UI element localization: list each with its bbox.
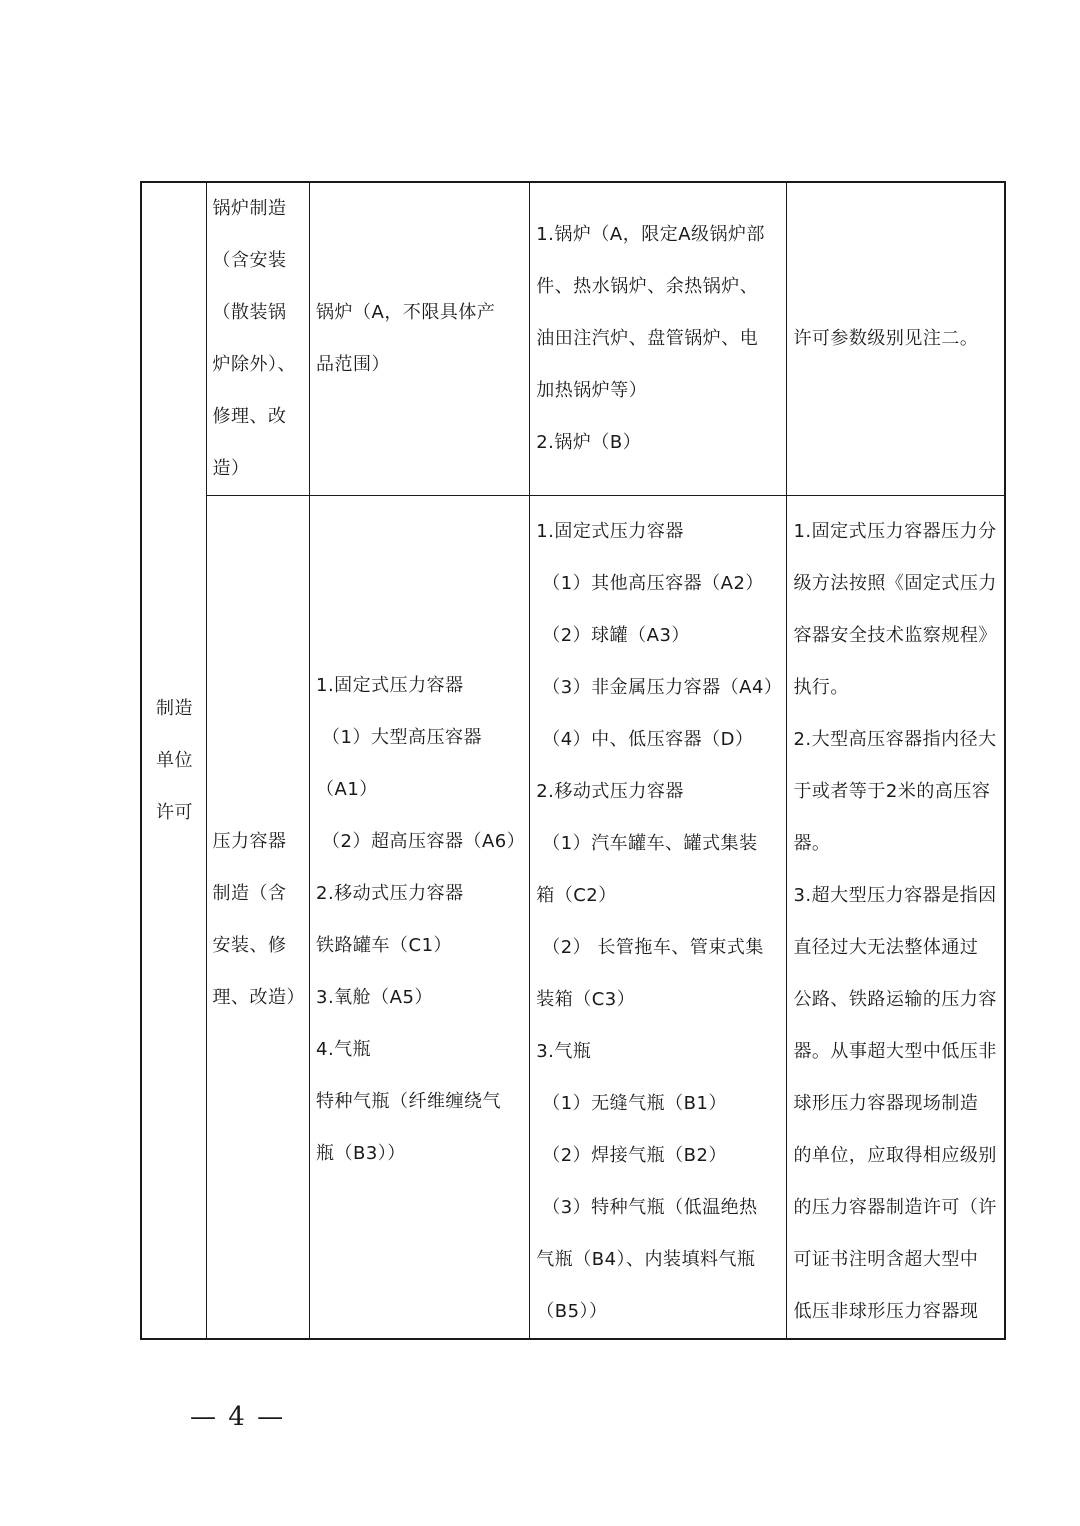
vessel-notes-text bbox=[787, 506, 1004, 1338]
text-line: 1.固定式压力容器 bbox=[536, 521, 684, 542]
text-line: 执行。 bbox=[793, 677, 849, 698]
text-line: 箱（C2） bbox=[536, 885, 617, 906]
text-line: 于或者等于2米的高压容 bbox=[793, 781, 991, 802]
vessel-subitem-cell bbox=[310, 496, 530, 1340]
text-line: （4）中、低压容器（D） bbox=[542, 729, 754, 750]
text-line: 1.固定式压力容器压力分 bbox=[793, 521, 997, 542]
text-line: 3.超大型压力容器是指因 bbox=[793, 885, 997, 906]
text-line: 4.气瓶 bbox=[316, 1039, 372, 1060]
text-line: 3.气瓶 bbox=[536, 1041, 592, 1062]
text-line: 理、改造） bbox=[212, 987, 305, 1008]
text-line: 公路、铁路运输的压力容 bbox=[793, 989, 997, 1010]
text-line: 瓶（B3）） bbox=[316, 1143, 406, 1164]
vessel-subitem-text bbox=[310, 660, 529, 1180]
text-line: 球形压力容器现场制造 bbox=[793, 1093, 979, 1114]
text-line: 3.氧舱（A5） bbox=[316, 987, 433, 1008]
text-line: 制造（含 bbox=[212, 883, 287, 904]
text-line: 许可参数级别见注二。 bbox=[793, 328, 979, 349]
category-text bbox=[142, 683, 206, 839]
text-line: 炉除外）、 bbox=[212, 354, 296, 375]
text-line: （2） 长管拖车、管束式集 bbox=[542, 937, 764, 958]
text-line: 可证书注明含超大型中 bbox=[793, 1249, 979, 1270]
text-line: 特种气瓶（纤维缠绕气 bbox=[316, 1091, 501, 1112]
text-line: （1）大型高压容器 bbox=[322, 727, 482, 748]
text-line: 器。 bbox=[793, 833, 831, 854]
text-line: （2）焊接气瓶（B2） bbox=[542, 1145, 727, 1166]
text-line: 锅炉制造 bbox=[212, 198, 287, 219]
text-line: （1）无缝气瓶（B1） bbox=[542, 1093, 727, 1114]
vessel-notes-cell bbox=[787, 496, 1005, 1340]
text-line: 铁路罐车（C1） bbox=[316, 935, 453, 956]
text-line: 件、热水锅炉、余热锅炉、 bbox=[536, 276, 759, 297]
vessel-subsubitem-text bbox=[530, 506, 786, 1338]
text-line: 的单位，应取得相应级别 bbox=[793, 1145, 997, 1166]
text-line: （2）球罐（A3） bbox=[542, 625, 690, 646]
text-line: 制造 bbox=[156, 697, 193, 719]
text-line: 修理、改 bbox=[212, 406, 287, 427]
boiler-notes-text bbox=[787, 313, 1004, 365]
boiler-project-text bbox=[207, 183, 310, 495]
boiler-project-cell bbox=[206, 182, 310, 496]
text-line: （含安装 bbox=[212, 250, 287, 271]
text-line: （3）特种气瓶（低温绝热 bbox=[542, 1197, 758, 1218]
text-line: 2.锅炉（B） bbox=[536, 432, 642, 453]
text-line: 1.锅炉（A，限定A级锅炉部 bbox=[536, 224, 766, 245]
text-line: （B5）） bbox=[536, 1301, 608, 1322]
boiler-notes-cell bbox=[787, 182, 1005, 496]
vessel-project-cell bbox=[206, 496, 310, 1340]
boiler-subsubitem-cell bbox=[530, 182, 787, 496]
text-line: （A1） bbox=[316, 779, 378, 800]
page-number: — 4 — bbox=[190, 1402, 286, 1432]
text-line: （1）其他高压容器（A2） bbox=[542, 573, 764, 594]
text-line: 2.大型高压容器指内径大 bbox=[793, 729, 997, 750]
text-line: 直径过大无法整体通过 bbox=[793, 937, 979, 958]
text-line: 2.移动式压力容器 bbox=[316, 883, 464, 904]
license-table bbox=[140, 181, 1006, 1340]
text-line: 装箱（C3） bbox=[536, 989, 636, 1010]
boiler-subitem-cell bbox=[310, 182, 530, 496]
text-line: 单位 bbox=[156, 749, 193, 771]
text-line: 压力容器 bbox=[212, 831, 287, 852]
category-cell bbox=[141, 182, 206, 1339]
text-line: 品范围） bbox=[316, 354, 390, 375]
text-line: 油田注汽炉、盘管锅炉、电 bbox=[536, 328, 759, 349]
text-line: 器。从事超大型中低压非 bbox=[793, 1041, 997, 1062]
text-line: 1.固定式压力容器 bbox=[316, 675, 464, 696]
text-line: （3）非金属压力容器（A4） bbox=[542, 677, 783, 698]
text-line: （2）超高压容器（A6） bbox=[322, 831, 526, 852]
text-line: 加热锅炉等） bbox=[536, 380, 648, 401]
vessel-subsubitem-cell bbox=[530, 496, 787, 1340]
text-line: 容器安全技术监察规程》 bbox=[793, 625, 997, 646]
boiler-subsubitem-text bbox=[530, 209, 786, 469]
text-line: 2.移动式压力容器 bbox=[536, 781, 684, 802]
vessel-project-text bbox=[207, 816, 310, 1024]
text-line: 安装、修 bbox=[212, 935, 287, 956]
text-line: 低压非球形压力容器现 bbox=[793, 1301, 979, 1322]
boiler-subitem-text bbox=[310, 287, 529, 391]
text-line: 气瓶（B4）、内装填料气瓶 bbox=[536, 1249, 756, 1270]
text-line: 的压力容器制造许可（许 bbox=[793, 1197, 997, 1218]
text-line: 造） bbox=[212, 458, 250, 479]
text-line: 级方法按照《固定式压力 bbox=[793, 573, 997, 594]
text-line: （1）汽车罐车、罐式集装 bbox=[542, 833, 758, 854]
text-line: 锅炉（A，不限具体产 bbox=[316, 302, 496, 323]
text-line: 许可 bbox=[156, 801, 193, 823]
text-line: （散装锅 bbox=[212, 302, 287, 323]
